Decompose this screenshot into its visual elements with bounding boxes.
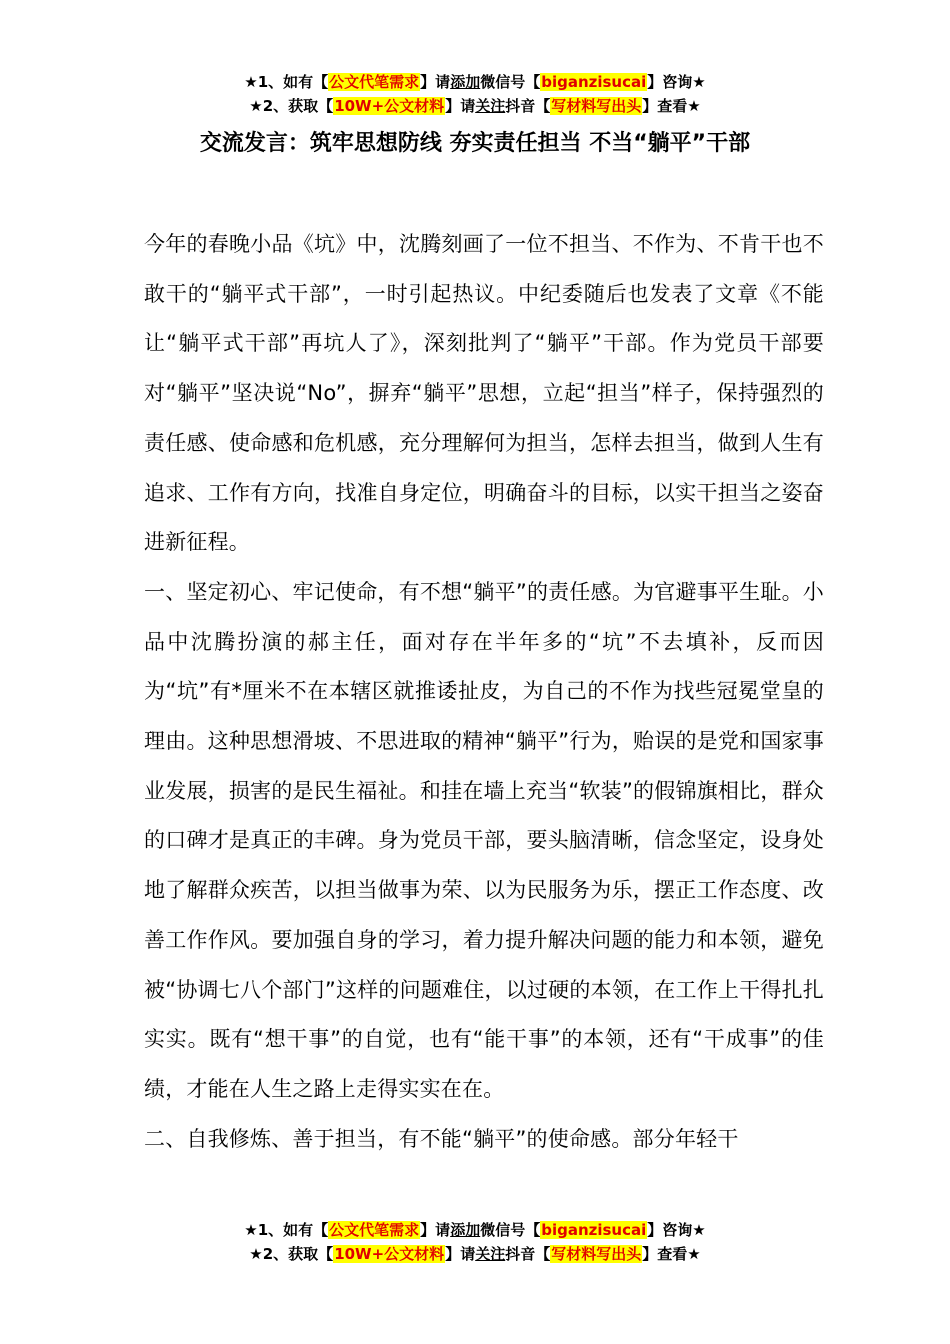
banner-line-1: ★1、如有【公文代笔需求】请添加微信号【biganzisucai】咨询★ <box>244 1221 706 1239</box>
banner-line-2: ★2、获取【10W+公文材料】请关注抖音【写材料写出头】查看★ <box>249 1245 701 1263</box>
document-title: 交流发言：筑牢思想防线 夯实责任担当 不当“躺平”干部 <box>199 131 751 156</box>
highlight-text: 10W+公文材料 <box>334 97 445 115</box>
underlined-text: 关注 <box>475 1245 506 1263</box>
banner-line-1: ★1、如有【公文代笔需求】请添加微信号【biganzisucai】咨询★ <box>244 73 706 91</box>
paragraph-intro: 今年的春晚小品《坑》中，沈腾刻画了一位不担当、不作为、不肯干也不敢干的“躺平式干部”，一时引起热议。中纪委随后也发表了文章《不能让“躺平式干部”再坑人了》，深刻批判了“躺平”干部。作为党员干部要对“躺平”坚决说“No”，摒弃“躺平”思想，立起“担当”样子，保持强烈的责任感、使命感和危机感，充分理解何为担当，怎样去担当，做到人生有追求、工作有方向，找准自身定位，明确奋斗的目标，以实干担当之姿奋进新征程。 <box>144 232 824 555</box>
banner-line-2: ★2、获取【10W+公文材料】请关注抖音【写材料写出头】查看★ <box>249 97 701 115</box>
douyin-account: 写材料写出头 <box>551 1245 642 1263</box>
douyin-account: 写材料写出头 <box>551 97 642 115</box>
underlined-text: 添加 <box>450 73 481 91</box>
paragraph-section-1: 一、坚定初心、牢记使命，有不想“躺平”的责任感。为官避事平生耻。小品中沈腾扮演的郝主任，面对存在半年多的“坑”不去填补，反而因为“坑”有*厘米不在本辖区就推诿扯皮，为自己的不作为找些冠冕堂皇的理由。这种思想滑坡、不思进取的精神“躺平”行为，贻误的是党和国家事业发展，损害的是民生福祉。和挂在墙上充当“软装”的假锦旗相比，群众的口碑才是真正的丰碑。身为党员干部，要头脑清晰，信念坚定，设身处地了解群众疾苦，以担当做事为荣、以为民服务为乐，摆正工作态度、改善工作作风。要加强自身的学习，着力提升解决问题的能力和本领，避免被“协调七八个部门”这样的问题难住，以过硬的本领，在工作上干得扎扎实实。既有“想干事”的自觉，也有“能干事”的本领，还有“干成事”的佳绩，才能在人生之路上走得实实在在。 <box>144 579 824 1101</box>
wechat-id: biganzisucai <box>541 1221 647 1239</box>
paragraph-section-2: 二、自我修炼、善于担当，有不能“躺平”的使命感。部分年轻干 <box>144 1126 739 1151</box>
underlined-text: 添加 <box>450 1221 481 1239</box>
top-banner <box>0 70 950 118</box>
bottom-banner <box>0 1218 950 1266</box>
underlined-text: 关注 <box>475 97 506 115</box>
highlight-text: 10W+公文材料 <box>334 1245 445 1263</box>
highlight-text: 公文代笔需求 <box>329 1221 420 1239</box>
highlight-text: 公文代笔需求 <box>329 73 420 91</box>
wechat-id: biganzisucai <box>541 73 647 91</box>
document-body <box>144 220 824 1164</box>
